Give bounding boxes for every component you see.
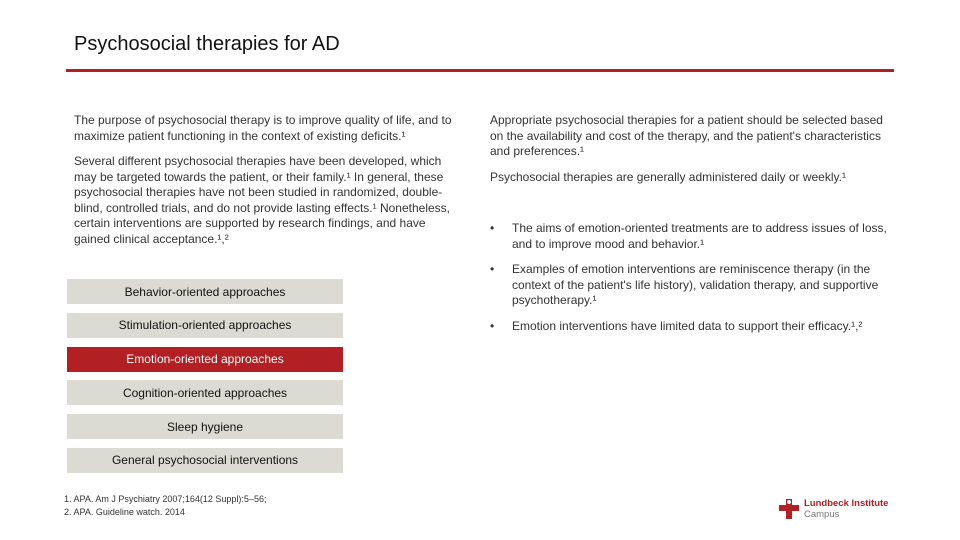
approach-behavior: Behavior-oriented approaches — [67, 279, 343, 304]
right-paragraph-2: Psychosocial therapies are generally administered daily or weekly.¹ — [490, 170, 846, 184]
approach-general: General psychosocial interventions — [67, 448, 343, 473]
bullet-text: Emotion interventions have limited data to support their efficacy.¹,² — [512, 318, 863, 333]
references — [64, 493, 266, 519]
title-divider — [66, 69, 894, 72]
left-paragraph-1: The purpose of psychosocial therapy is to improve quality of life, and to maximize patient functioning in the context of existing deficits.¹ — [74, 113, 452, 143]
bullet-text: The aims of emotion-oriented treatments are to address issues of loss, and to improve mood and behavior.¹ — [512, 221, 887, 251]
bullet-dot: • — [490, 262, 495, 276]
bullet-text: Examples of emotion interventions are reminiscence therapy (in the context of the patient's life history), validation therapy, and supportive psychotherapy.¹ — [512, 262, 879, 307]
bullet-dot: • — [490, 221, 495, 235]
cross-person-icon — [778, 498, 800, 525]
logo-line-2: Campus — [804, 509, 840, 520]
approach-stimulation: Stimulation-oriented approaches — [67, 313, 343, 338]
right-paragraph-1: Appropriate psychosocial therapies for a patient should be selected based on the availability and cost of the therapy, and the patient's characteristics and preferences.¹ — [490, 113, 883, 158]
slide-title: Psychosocial therapies for AD — [74, 33, 340, 55]
bullet-dot: • — [490, 318, 495, 333]
approaches-list — [67, 279, 343, 482]
approach-cognition: Cognition-oriented approaches — [67, 380, 343, 405]
bullet-item — [490, 262, 890, 309]
left-paragraph-2: Several different psychosocial therapies have been developed, which may be targeted towards the patient, or their family.¹ In general, these psychosocial therapies have not been studied in randomized, double-blind, controlled trials, and do not provide lasting effects.¹ Nonetheless, certain interventions are supported by research findings, and have gained clinical acceptance.¹,² — [74, 154, 450, 246]
approach-emotion: Emotion-oriented approaches — [67, 347, 343, 372]
bullet-item — [490, 221, 890, 252]
bullet-item — [490, 319, 890, 335]
lundbeck-logo — [778, 498, 888, 525]
reference-1: 1. APA. Am J Psychiatry 2007;164(12 Suppl):5–56; — [64, 494, 267, 504]
bullet-list — [490, 221, 890, 344]
reference-2: 2. APA. Guideline watch. 2014 — [64, 507, 185, 517]
approach-sleep-hygiene: Sleep hygiene — [67, 414, 343, 439]
logo-line-1: Lundbeck Institute — [804, 498, 889, 509]
